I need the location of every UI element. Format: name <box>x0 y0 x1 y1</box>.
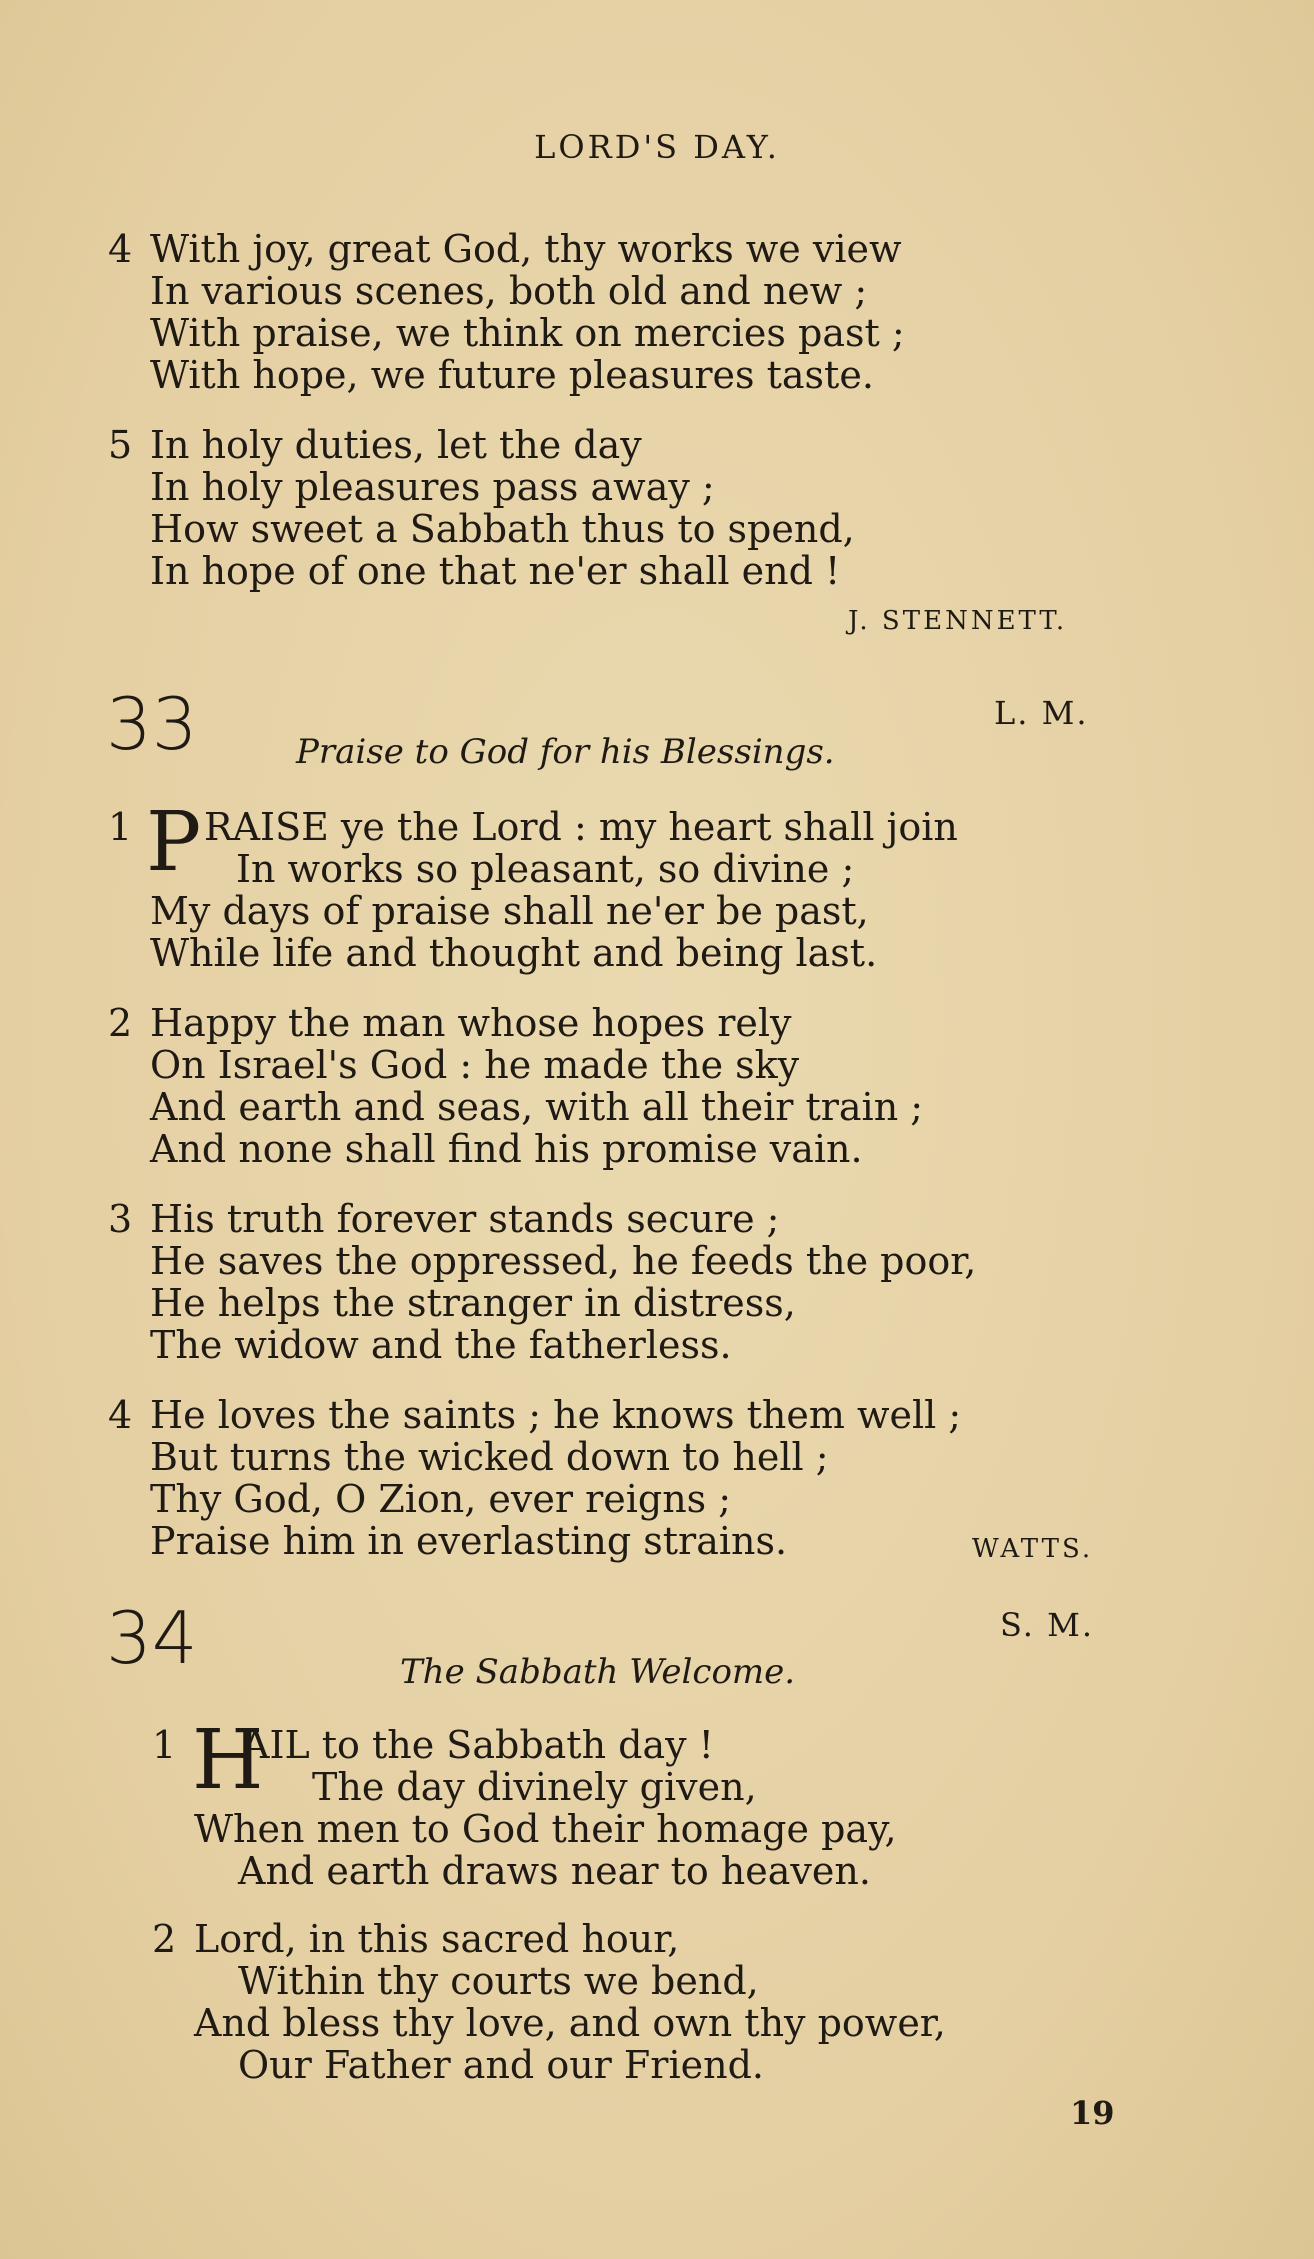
verse-line: With praise, we think on mercies past ; <box>150 311 905 355</box>
page-number: 19 <box>1070 2094 1115 2132</box>
stanza-number: 2 <box>108 1001 133 1045</box>
verse-line: When men to God their homage pay, <box>194 1807 897 1851</box>
verse-line: RAISE ye the Lord : my heart shall join <box>204 805 958 849</box>
hymn32-stanza-4 <box>108 228 1108 396</box>
hymn34-stanza-2 <box>152 1918 1152 2086</box>
stanza-number: 5 <box>108 423 133 467</box>
verse-line: And none shall find his promise vain. <box>150 1127 863 1171</box>
stanza-number: 1 <box>152 1723 177 1767</box>
verse-line: Praise him in everlasting strains. <box>150 1519 788 1563</box>
hymn33-stanza-3 <box>108 1198 1108 1366</box>
verse-line: My days of praise shall ne'er be past, <box>150 889 869 933</box>
drop-cap: H <box>192 1713 264 1808</box>
verse-line: Happy the man whose hopes rely <box>150 1001 792 1045</box>
verse-line: The day divinely given, <box>312 1765 757 1809</box>
verse-line: And bless thy love, and own thy power, <box>194 2001 946 2045</box>
verse-line: In hope of one that ne'er shall end ! <box>150 549 841 593</box>
stanza-number: 3 <box>108 1197 133 1241</box>
verse-line: And earth draws near to heaven. <box>238 1849 871 1893</box>
running-head: LORD'S DAY. <box>534 128 780 166</box>
stanza-number: 4 <box>108 227 133 271</box>
drop-cap: P <box>146 795 202 890</box>
verse-line: He saves the oppressed, he feeds the poor, <box>150 1239 977 1283</box>
verse-line: While life and thought and being last. <box>150 931 878 975</box>
meter-33: L. M. <box>994 694 1089 732</box>
hymn33-stanza-2 <box>108 1002 1108 1170</box>
hymn-number-34: 34 <box>106 1596 198 1680</box>
verse-line: AIL to the Sabbath day ! <box>242 1723 714 1767</box>
hymn33-stanza-4 <box>108 1394 1108 1562</box>
stanza-number: 2 <box>152 1917 177 1961</box>
verse-line: Thy God, O Zion, ever reigns ; <box>150 1477 732 1521</box>
meter-34: S. M. <box>1000 1606 1095 1644</box>
hymn-number-33: 33 <box>106 682 198 766</box>
verse-line: How sweet a Sabbath thus to spend, <box>150 507 855 551</box>
hymn-title-34: The Sabbath Welcome. <box>400 1652 796 1692</box>
verse-line: Our Father and our Friend. <box>238 2043 764 2087</box>
hymn34-stanza-1 <box>152 1713 1152 1893</box>
hymn33-stanza-1 <box>108 795 1108 975</box>
stanza-number: 1 <box>108 805 133 849</box>
verse-line: Lord, in this sacred hour, <box>194 1917 680 1961</box>
verse-line: With joy, great God, thy works we view <box>150 227 902 271</box>
verse-line: In holy pleasures pass away ; <box>150 465 715 509</box>
author-stennett: J. STENNETT. <box>848 606 1068 636</box>
hymn32-stanza-5 <box>108 424 1108 592</box>
verse-line: Within thy courts we bend, <box>238 1959 759 2003</box>
author-watts: WATTS. <box>972 1534 1094 1564</box>
verse-line: In holy duties, let the day <box>150 423 642 467</box>
verse-line: The widow and the fatherless. <box>150 1323 732 1367</box>
verse-line: And earth and seas, with all their train ; <box>150 1085 924 1129</box>
verse-line: In works so pleasant, so divine ; <box>236 847 855 891</box>
stanza-number: 4 <box>108 1393 133 1437</box>
verse-line: He loves the saints ; he knows them well ; <box>150 1393 962 1437</box>
verse-line: On Israel's God : he made the sky <box>150 1043 800 1087</box>
hymn-title-33: Praise to God for his Blessings. <box>296 732 835 772</box>
verse-line: In various scenes, both old and new ; <box>150 269 868 313</box>
verse-line: His truth forever stands secure ; <box>150 1197 780 1241</box>
verse-line: But turns the wicked down to hell ; <box>150 1435 829 1479</box>
verse-line: With hope, we future pleasures taste. <box>150 353 874 397</box>
verse-line: He helps the stranger in distress, <box>150 1281 796 1325</box>
